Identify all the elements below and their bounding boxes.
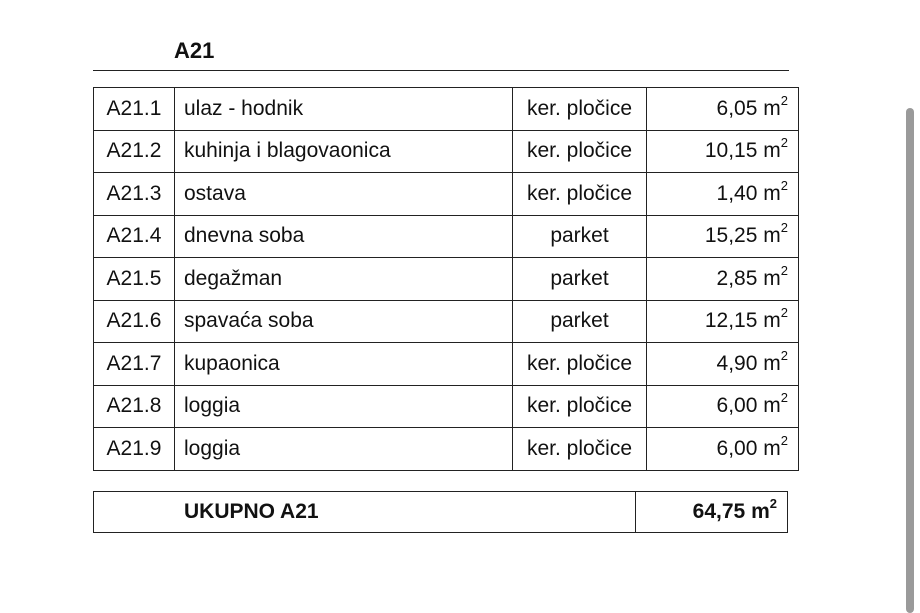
room-name: dnevna soba xyxy=(175,215,513,258)
room-area-value: 4,90 xyxy=(716,351,758,375)
vertical-scrollbar[interactable] xyxy=(906,108,914,613)
room-name: loggia xyxy=(175,385,513,428)
room-name: kupaonica xyxy=(175,343,513,386)
room-floor: ker. pločice xyxy=(513,88,647,131)
room-code: A21.7 xyxy=(94,343,175,386)
table-row xyxy=(94,173,799,216)
room-area-value: 6,00 xyxy=(716,436,758,460)
room-area-cell xyxy=(647,385,799,428)
room-area-value: 6,05 xyxy=(716,96,758,120)
room-area-cell xyxy=(647,300,799,343)
room-floor: ker. pločice xyxy=(513,428,647,471)
room-area-unit-exponent: 2 xyxy=(780,92,788,108)
room-area-unit-exponent: 2 xyxy=(780,135,788,151)
room-code: A21.4 xyxy=(94,215,175,258)
room-area-value: 6,00 xyxy=(716,394,758,418)
table-row xyxy=(94,343,799,386)
table-row xyxy=(94,215,799,258)
table-row xyxy=(94,300,799,343)
room-code: A21.1 xyxy=(94,88,175,131)
room-area-value: 1,40 xyxy=(716,181,758,205)
room-area-cell xyxy=(647,258,799,301)
room-area-value: 10,15 xyxy=(704,139,758,163)
room-area-unit: m xyxy=(763,266,781,290)
room-area-unit: m xyxy=(763,436,781,460)
room-area-unit-exponent: 2 xyxy=(780,262,788,278)
room-area-unit: m xyxy=(763,309,781,333)
room-area-unit: m xyxy=(763,224,781,248)
table-row xyxy=(94,258,799,301)
room-area-unit: m xyxy=(763,394,781,418)
room-area-unit-exponent: 2 xyxy=(780,220,788,236)
room-area-cell xyxy=(647,343,799,386)
total-row xyxy=(94,492,788,533)
table-row xyxy=(94,88,799,131)
room-area-unit-exponent: 2 xyxy=(780,390,788,406)
room-area-unit: m xyxy=(763,181,781,205)
room-floor: parket xyxy=(513,300,647,343)
total-area-unit: m xyxy=(751,500,770,523)
room-code: A21.3 xyxy=(94,173,175,216)
room-area-value: 15,25 xyxy=(704,224,758,248)
room-area-unit: m xyxy=(763,351,781,375)
room-floor: ker. pločice xyxy=(513,343,647,386)
room-name: degažman xyxy=(175,258,513,301)
room-area-value: 12,15 xyxy=(704,309,758,333)
room-name: loggia xyxy=(175,428,513,471)
title-divider xyxy=(93,70,789,71)
total-area-cell xyxy=(636,492,788,533)
room-area-unit-exponent: 2 xyxy=(780,305,788,321)
room-area-cell xyxy=(647,173,799,216)
table-row xyxy=(94,428,799,471)
room-name: ostava xyxy=(175,173,513,216)
room-floor: ker. pločice xyxy=(513,385,647,428)
total-area-unit-exponent: 2 xyxy=(769,496,777,511)
room-area-value: 2,85 xyxy=(716,266,758,290)
room-area-cell xyxy=(647,88,799,131)
room-code: A21.8 xyxy=(94,385,175,428)
total-area-value: 64,75 xyxy=(692,500,746,523)
room-area-cell xyxy=(647,428,799,471)
room-name: kuhinja i blagovaonica xyxy=(175,130,513,173)
rooms-table xyxy=(93,87,799,471)
room-area-unit-exponent: 2 xyxy=(780,347,788,363)
room-area-unit: m xyxy=(763,96,781,120)
room-floor: parket xyxy=(513,258,647,301)
room-floor: parket xyxy=(513,215,647,258)
room-area-unit: m xyxy=(763,139,781,163)
room-area-unit-exponent: 2 xyxy=(780,432,788,448)
apartment-title: A21 xyxy=(174,38,215,63)
room-code: A21.5 xyxy=(94,258,175,301)
room-code: A21.9 xyxy=(94,428,175,471)
room-code: A21.2 xyxy=(94,130,175,173)
room-name: spavaća soba xyxy=(175,300,513,343)
room-area-cell xyxy=(647,215,799,258)
room-code: A21.6 xyxy=(94,300,175,343)
total-table xyxy=(93,491,788,533)
table-row xyxy=(94,130,799,173)
table-row xyxy=(94,385,799,428)
room-name: ulaz - hodnik xyxy=(175,88,513,131)
room-area-cell xyxy=(647,130,799,173)
room-floor: ker. pločice xyxy=(513,130,647,173)
room-area-unit-exponent: 2 xyxy=(780,177,788,193)
rooms-table-body xyxy=(94,88,799,471)
total-label: UKUPNO A21 xyxy=(94,492,636,533)
room-floor: ker. pločice xyxy=(513,173,647,216)
